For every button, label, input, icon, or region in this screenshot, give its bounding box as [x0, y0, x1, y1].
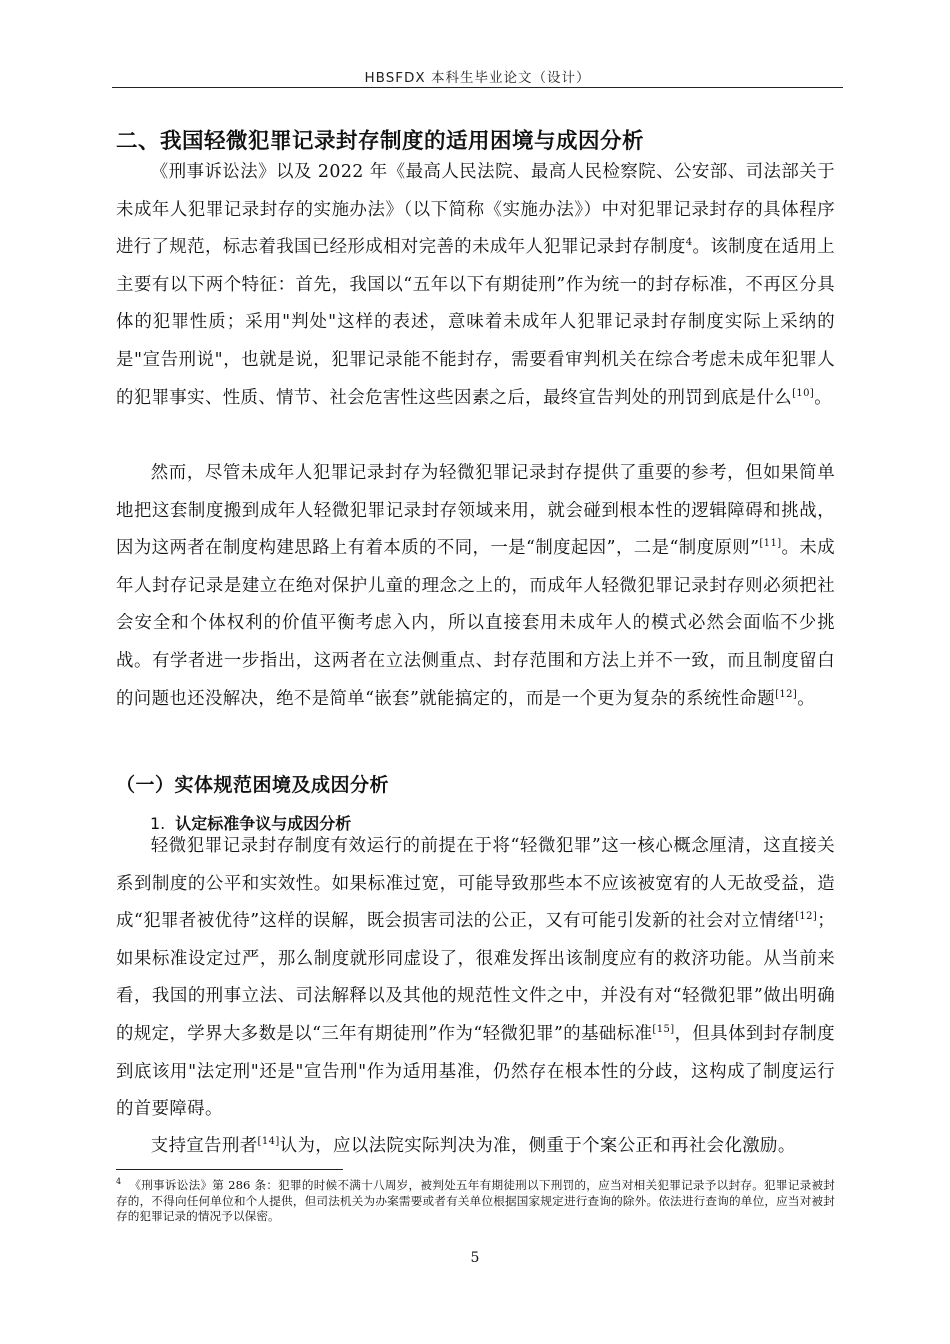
- footnote-ref[interactable]: 4: [685, 237, 693, 249]
- paragraph-4-text-a: 支持宣告刑者: [150, 1136, 258, 1156]
- citation-ref[interactable]: [12]: [795, 911, 818, 923]
- paragraph-2-text-b: 。未成年人封存记录是建立在绝对保护儿童的理念之上的，而成年人轻微犯罪记录封存则必须把社会安全和个体权利的价值平衡考虑入内，所以直接套用未成年人的模式必然会面临不少挑战。有学者进一步指出，这两者在立法侧重点、封存范围和方法上并不一致，而且制度留白的问题也还没解决，绝不是简单“嵌套”就能搞定的，而是一个更为复杂的系统性命题: [116, 538, 835, 709]
- footnote-rule: [116, 1169, 343, 1170]
- section-heading: 二、我国轻微犯罪记录封存制度的适用困境与成因分析: [116, 129, 645, 154]
- paragraph-4-text-b: 认为，应以法院实际判决为准，侧重于个案公正和再社会化激励。: [279, 1136, 796, 1156]
- paragraph-3-text-a: 轻微犯罪记录封存制度有效运行的前提在于将“轻微犯罪”这一核心概念厘清，这直接关系到制度的公平和实效性。如果标准过宽，可能导致那些本不应该被宽宥的人无故受益，造成“犯罪者被优待”这样的误解，既会损害司法的公正，又有可能引发新的社会对立情绪: [116, 836, 835, 932]
- paragraph-3-text-b: ；如果标准设定过严，那么制度就形同虚设了，很难发挥出该制度应有的救济功能。从当前来看，我国的刑事立法、司法解释以及其他的规范性文件之中，并没有对“轻微犯罪”做出明确的规定，学界大多数是以“三年有期徒刑”作为“轻微犯罪”的基础标准: [116, 911, 835, 1044]
- subsubsection-number: 1.: [150, 814, 166, 833]
- paragraph-1-text-c: 。: [814, 387, 832, 408]
- citation-ref[interactable]: [10]: [792, 387, 815, 399]
- subsection-heading: （一）实体规范困境及成因分析: [116, 774, 390, 796]
- paragraph-3-text-c: ，但具体到封存制度到底该用"法定刑"还是"宣告刑"作为适用基准，仍然存在根本性的分歧，这构成了制度运行的首要障碍。: [116, 1023, 835, 1120]
- footnote-text: 《刑事诉讼法》第 286 条：犯罪的时候不满十八周岁，被判处五年有期徒刑以下刑罚的，应当对相关犯罪记录予以封存。犯罪记录被封存的，不得向任何单位和个人提供，但司法机关为办案需要或者有关单位根据国家规定进行查询的除外。依法进行查询的单位，应当对被封存的犯罪记录的情况予以保密。: [116, 1178, 835, 1224]
- citation-ref[interactable]: [14]: [257, 1136, 280, 1148]
- citation-ref[interactable]: [11]: [759, 538, 782, 550]
- paragraph-4: [116, 1128, 835, 1166]
- footnote: [116, 1178, 835, 1225]
- paragraph-1-text-b: 。该制度在适用上主要有以下两个特征：首先，我国以“五年以下有期徒刑”作为统一的封存标准，不再区分具体的犯罪性质；采用"判处"这样的表述，意味着未成年人犯罪记录封存制度实际上采纳的是"宣告刑说"，也就是说，犯罪记录能不能封存，需要看审判机关在综合考虑未成年犯罪人的犯罪事实、性质、情节、社会危害性这些因素之后，最终宣告判处的刑罚到底是什么: [116, 237, 835, 408]
- subsubsection-title: 认定标准争议与成因分析: [175, 814, 352, 833]
- paragraph-1-text-a: 《刑事诉讼法》以及 2022 年《最高人民法院、最高人民检察院、公安部、司法部关于未成年人犯罪记录封存的实施办法》（以下简称《实施办法》）中对犯罪记录封存的具体程序进行了规范，标志着我国已经形成相对完善的未成年人犯罪记录封存制度: [116, 162, 835, 258]
- paragraph-2: [116, 455, 835, 718]
- citation-ref[interactable]: [15]: [652, 1024, 675, 1036]
- paragraph-2-text-a: 然而，尽管未成年人犯罪记录封存为轻微犯罪记录封存提供了重要的参考，但如果简单地把这套制度搬到成年人轻微犯罪记录封存领域来用，就会碰到根本性的逻辑障碍和挑战，因为这两者在制度构建思路上有着本质的不同，一是“制度起因”，二是“制度原则”: [116, 463, 835, 559]
- page-header: HBSFDX 本科生毕业论文（设计）: [364, 70, 591, 86]
- footnote-mark: 4: [116, 1177, 122, 1187]
- header-rule: [112, 87, 843, 88]
- citation-ref[interactable]: [12]: [775, 688, 798, 700]
- paragraph-3: [116, 828, 835, 1129]
- paragraph-1: [116, 154, 835, 417]
- paragraph-2-text-c: 。: [797, 688, 815, 709]
- page-number: 5: [470, 1250, 480, 1266]
